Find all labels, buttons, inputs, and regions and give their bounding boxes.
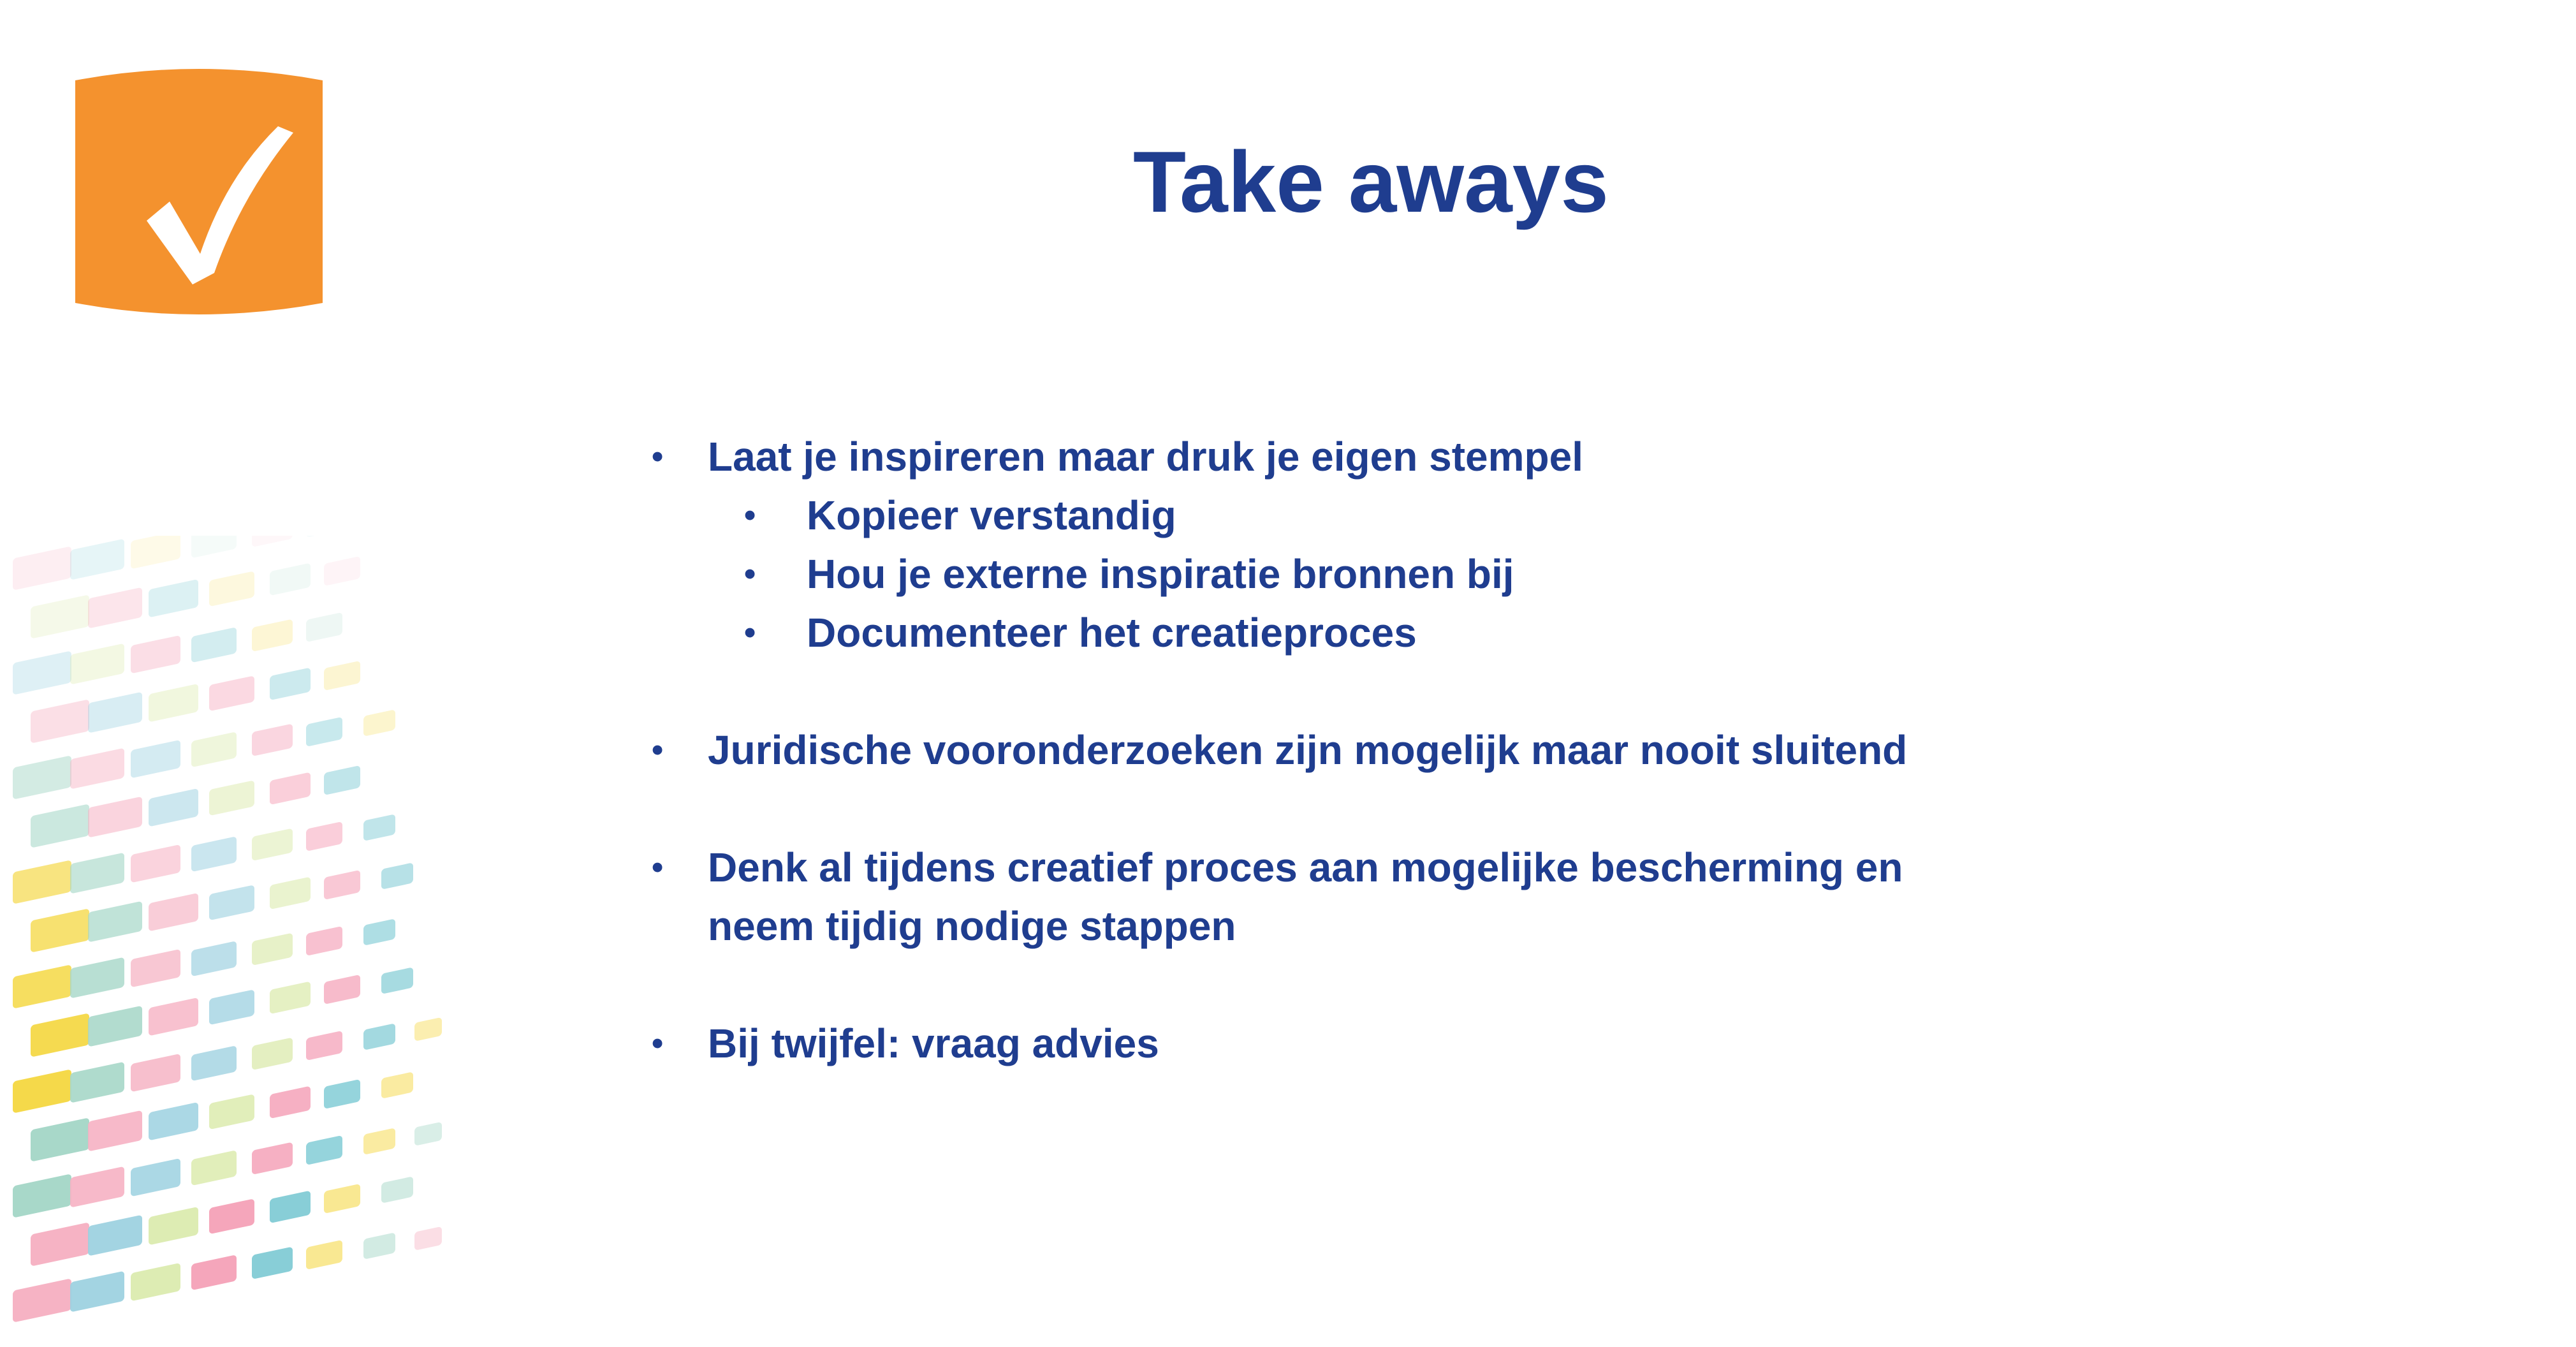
decor-tile (191, 627, 237, 663)
decor-tile (88, 901, 142, 943)
decor-tile (209, 571, 254, 607)
decor-tile (149, 1207, 198, 1246)
decor-tile (131, 1158, 180, 1197)
decor-tile (270, 563, 311, 596)
decor-tile (88, 1006, 142, 1047)
bullet-item (638, 1014, 1977, 1073)
decor-tile (31, 594, 89, 639)
decor-tile (13, 755, 71, 800)
decor-tile (363, 1023, 395, 1050)
decor-tile (270, 981, 311, 1014)
sub-bullet-dot: • (744, 614, 756, 651)
sub-bullet-text: Hou je externe inspiratie bronnen bij (807, 551, 1514, 597)
decor-tile (131, 1263, 180, 1302)
decor-tile (191, 836, 237, 872)
decorative-tile-pattern (0, 536, 446, 1347)
sub-bullet-item (708, 545, 1977, 603)
decor-tile (306, 612, 342, 642)
decor-tile (13, 964, 71, 1009)
sub-bullet-item (708, 603, 1977, 662)
decor-tile (131, 536, 180, 569)
decor-tile (209, 885, 254, 920)
decor-tile (306, 717, 342, 747)
decor-tile (31, 804, 89, 848)
decor-tile (270, 1086, 311, 1119)
decor-tile (252, 1142, 293, 1175)
decor-tile (209, 989, 254, 1025)
decor-tile (191, 732, 237, 767)
bullet-list (638, 427, 1977, 1073)
bullet-text: Laat je inspireren maar druk je eigen stempel (708, 434, 1583, 480)
decor-tile (149, 1102, 198, 1141)
decor-tile (149, 579, 198, 618)
decor-tile (149, 684, 198, 723)
decor-tile (191, 536, 237, 558)
decor-tile (252, 932, 293, 966)
decor-tile (209, 675, 254, 711)
slide-title: Take aways (1132, 133, 1609, 230)
decor-tile (414, 1226, 442, 1251)
decor-tile (149, 893, 198, 932)
decor-tile (306, 926, 342, 956)
decor-tile (363, 709, 395, 737)
decor-tile (252, 1037, 293, 1070)
bullet-text: Bij twijfel: vraag advies (708, 1020, 1159, 1066)
decor-tile (324, 870, 360, 900)
decor-tile (324, 1079, 360, 1109)
decor-tile (324, 661, 360, 691)
decor-tile (324, 975, 360, 1005)
sub-bullet-dot: • (744, 497, 756, 534)
decor-tile (209, 1094, 254, 1130)
checkmark-icon (75, 69, 323, 314)
decor-tile (381, 862, 413, 890)
decor-tile (31, 1222, 89, 1267)
decor-tile (88, 692, 142, 733)
decor-tile (70, 853, 124, 894)
decor-tile (252, 723, 293, 756)
decor-tile (306, 1240, 342, 1270)
decor-tile (149, 997, 198, 1036)
decor-tile (381, 1176, 413, 1203)
decor-tile (13, 1174, 71, 1218)
bullet-text: Denk al tijdens creatief proces aan mogelijke bescherming en neem tijdig nodige stappen (708, 844, 1903, 949)
decor-tile (414, 1122, 442, 1146)
decor-tile (13, 1278, 71, 1323)
decor-tile (70, 539, 124, 580)
bullet-dot: • (652, 438, 664, 475)
sub-bullet-dot: • (744, 556, 756, 593)
decor-tile (252, 828, 293, 861)
decor-tile (70, 748, 124, 790)
bullet-item (638, 838, 1977, 955)
decor-tile (70, 644, 124, 685)
decor-tile (70, 1167, 124, 1208)
decor-tile (70, 1062, 124, 1103)
decor-tile (70, 1271, 124, 1313)
decor-tile (270, 876, 311, 909)
tile-pattern-graphic (0, 536, 446, 1347)
decor-tile (270, 772, 311, 805)
decor-tile (209, 1198, 254, 1234)
decor-tile (13, 1069, 71, 1114)
decor-tile (31, 1013, 89, 1057)
decor-tile (31, 699, 89, 744)
bullet-dot: • (652, 849, 664, 886)
decor-tile (306, 821, 342, 851)
decor-tile (306, 1135, 342, 1165)
decor-tile (306, 536, 342, 538)
decor-tile (191, 1255, 237, 1290)
sub-bullet-list (708, 486, 1977, 662)
sub-bullet-text: Kopieer verstandig (807, 492, 1176, 538)
decor-tile (88, 1110, 142, 1152)
bullet-dot: • (652, 732, 664, 769)
bullet-text: Juridische vooronderzoeken zijn mogelijk maar nooit sluitend (708, 727, 1908, 773)
sub-bullet-item (708, 486, 1977, 545)
decor-tile (149, 788, 198, 827)
decor-tile (191, 1150, 237, 1186)
decor-tile (131, 635, 180, 674)
checkmark-badge (75, 69, 323, 314)
decor-tile (131, 740, 180, 779)
decor-tile (252, 536, 293, 547)
decor-tile (209, 780, 254, 816)
decor-tile (31, 908, 89, 953)
decor-tile (88, 1215, 142, 1256)
decor-tile (270, 667, 311, 700)
decor-tile (191, 1045, 237, 1081)
decor-tile (70, 957, 124, 999)
decor-tile (363, 814, 395, 841)
decor-tile (131, 844, 180, 883)
bullet-dot: • (652, 1025, 664, 1062)
decor-tile (191, 941, 237, 976)
decor-tile (131, 1054, 180, 1093)
decor-tile (306, 1031, 342, 1061)
decor-tile (363, 1128, 395, 1155)
decor-tile (324, 556, 360, 586)
decor-tile (324, 1184, 360, 1214)
bullet-item (638, 721, 1977, 779)
decor-tile (324, 765, 360, 795)
sub-bullet-text: Documenteer het creatieproces (807, 610, 1417, 656)
bullet-item (638, 427, 1977, 662)
decor-tile (270, 1190, 311, 1223)
decor-tile (381, 967, 413, 994)
decor-tile (88, 587, 142, 629)
decor-tile (381, 1071, 413, 1099)
decor-tile (131, 949, 180, 988)
decor-tile (31, 1117, 89, 1162)
decor-tile (88, 797, 142, 838)
decor-tile (414, 1017, 442, 1042)
decor-tile (13, 546, 71, 591)
decor-tile (13, 860, 71, 904)
decor-tile (252, 619, 293, 652)
decor-tile (363, 918, 395, 946)
decor-tile (252, 1246, 293, 1279)
decor-tile (13, 651, 71, 695)
decor-tile (363, 1232, 395, 1260)
